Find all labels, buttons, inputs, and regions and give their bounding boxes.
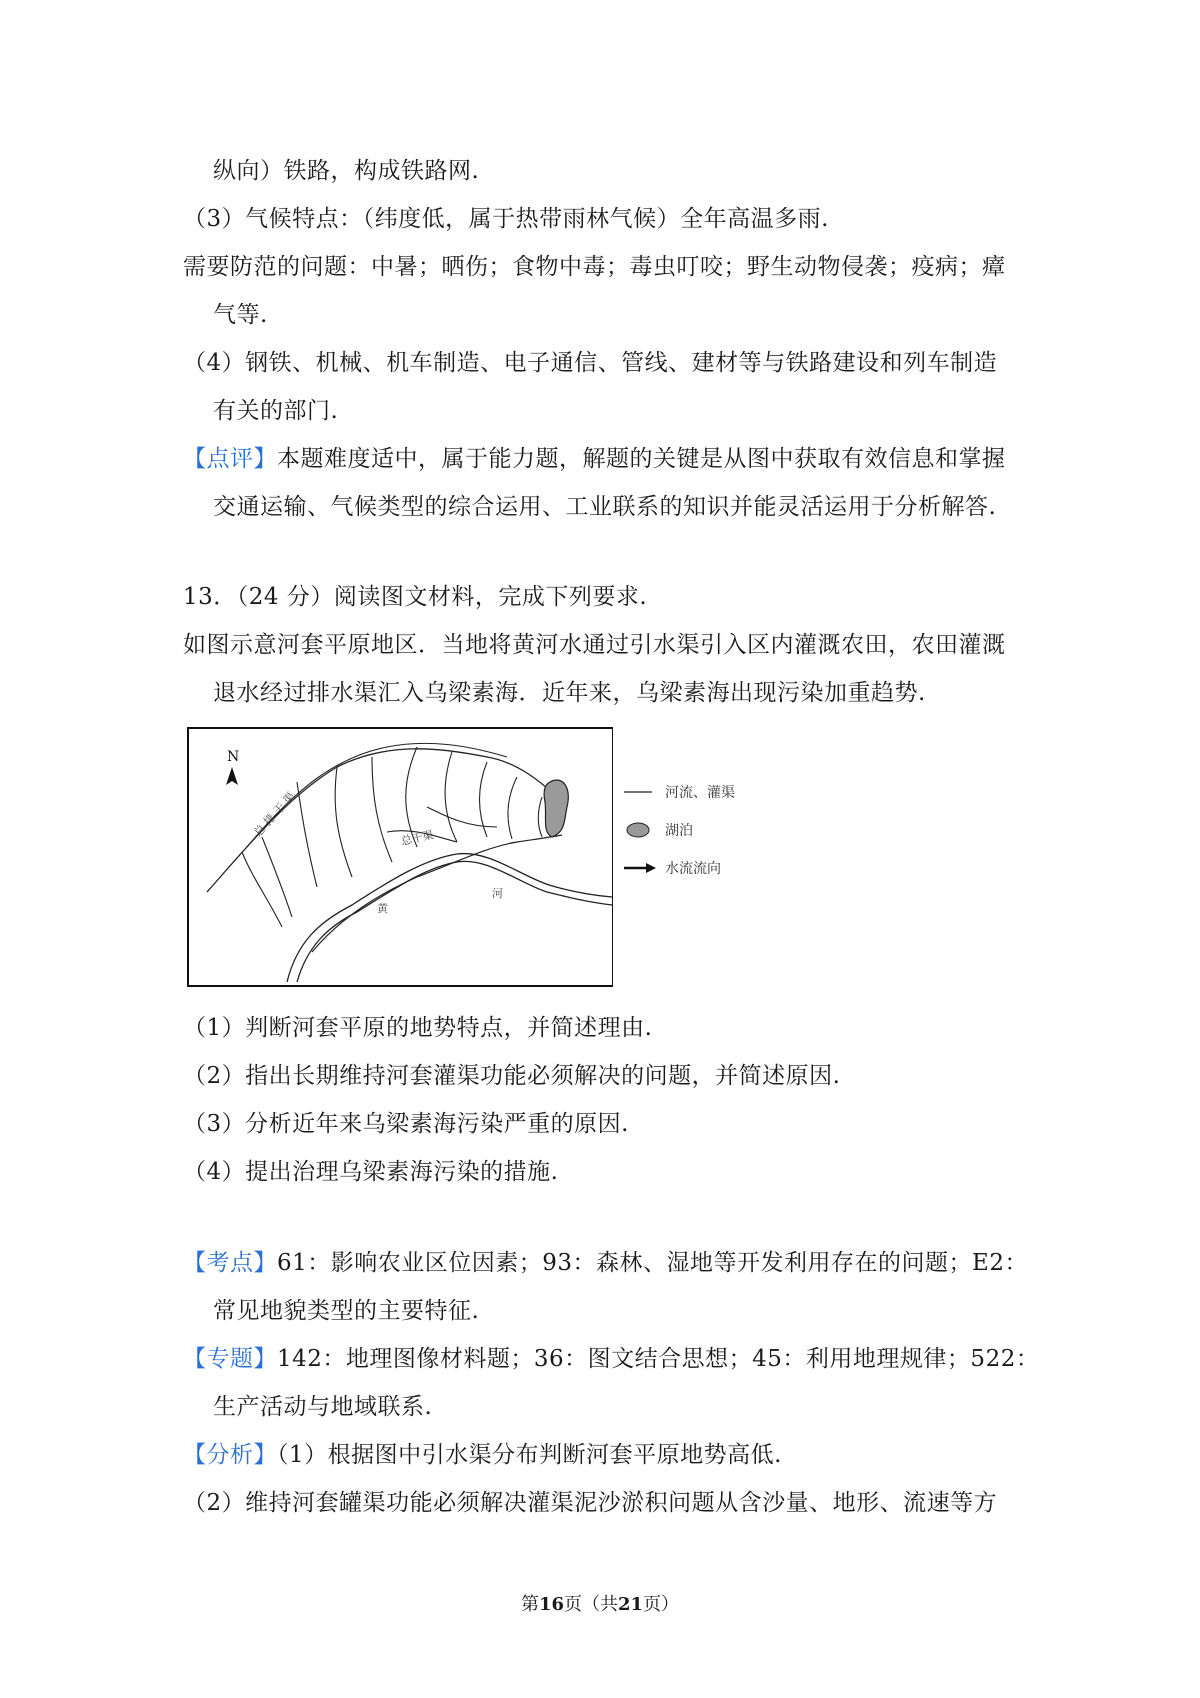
section-tag: 【考点】: [183, 1250, 277, 1276]
line-text: 退水经过排水渠汇入乌梁素海．近年来，乌梁素海出现污染加重趋势.: [213, 680, 926, 706]
text-line-p2: [183, 203, 829, 235]
text-line-p1: [213, 155, 479, 187]
line-text: （1）根据图中引水渠分布判断河套平原地势高低.: [277, 1442, 782, 1468]
text-line-p20: [183, 1439, 782, 1471]
map-frame: [188, 728, 613, 986]
text-line-p11: [213, 677, 926, 709]
label-he: 河: [492, 887, 503, 900]
hetao-plain-map: [187, 727, 613, 987]
text-line-p16: [183, 1247, 1028, 1279]
line-text: （3）气候特点：（纬度低，属于热带雨林气候）全年高温多雨.: [183, 206, 829, 232]
text-line-p3: [183, 251, 1006, 283]
text-line-p18: [183, 1343, 1039, 1375]
text-line-p8: [213, 491, 996, 523]
legend-label-flow: 水流流向: [665, 861, 721, 877]
text-line-p17: [213, 1295, 479, 1327]
section-tag: 【分析】: [183, 1442, 277, 1468]
north-label: N: [227, 749, 240, 765]
text-line-p14: [183, 1108, 629, 1140]
section-tag: 【专题】: [183, 1346, 277, 1372]
total-pages: 21: [618, 1594, 644, 1615]
line-text: 纵向）铁路，构成铁路网.: [213, 158, 480, 184]
legend-lake-icon: [627, 823, 649, 837]
text-line-p4: [213, 299, 268, 331]
line-text: （1）判断河套平原的地势特点，并简述理由.: [183, 1015, 653, 1041]
text-line-p6: [213, 395, 338, 427]
text-line-p21: [183, 1487, 997, 1519]
text-line-p10: [183, 629, 1006, 661]
line-text: （2）指出长期维持河套灌渠功能必须解决的问题，并简述原因.: [183, 1063, 841, 1089]
section-tag: 【点评】: [183, 446, 277, 472]
line-text: （3）分析近年来乌梁素海污染严重的原因.: [183, 1111, 629, 1137]
current-page: 16: [538, 1594, 564, 1615]
line-text: （2）维持河套罐渠功能必须解决灌渠泥沙淤积问题从含沙量、地形、流速等方: [183, 1490, 998, 1516]
text-line-p12: [183, 1012, 652, 1044]
label-main-drainage: 总 排 干 渠: [251, 789, 298, 840]
line-text: 142：地理图像材料题；36：图文结合思想；45：利用地理规律；522：: [277, 1346, 1040, 1372]
page-footer: 第16页（共21页）: [520, 1594, 680, 1615]
text-line-p15: [183, 1156, 558, 1188]
text-line-p13: [183, 1060, 840, 1092]
label-huang: 黄: [377, 902, 388, 915]
line-text: （4）钢铁、机械、机车制造、电子通信、管线、建材等与铁路建设和列车制造: [183, 350, 998, 376]
legend-label-river: 河流、灌渠: [665, 785, 735, 801]
line-text: （4）提出治理乌梁素海污染的措施.: [183, 1159, 559, 1185]
line-text: 有关的部门.: [213, 398, 339, 424]
text-line-p9: [183, 581, 647, 613]
line-text: 气等.: [213, 302, 268, 328]
legend-label-lake: 湖泊: [665, 823, 693, 839]
line-text: 61：影响农业区位因素；93：森林、湿地等开发利用存在的问题；E2：: [277, 1250, 1028, 1276]
text-line-p7: [183, 443, 1006, 475]
label-main-canal: 总干渠: [399, 828, 435, 848]
text-line-p5: [183, 347, 997, 379]
line-text: 交通运输、气候类型的综合运用、工业联系的知识并能灵活运用于分析解答.: [213, 494, 997, 520]
line-text: 13．（24 分）阅读图文材料，完成下列要求.: [183, 584, 648, 610]
text-line-p19: [213, 1391, 432, 1423]
line-text: 生产活动与地域联系.: [213, 1394, 433, 1420]
line-text: 如图示意河套平原地区．当地将黄河水通过引水渠引入区内灌溉农田，农田灌溉: [183, 632, 1006, 658]
line-text: 常见地貌类型的主要特征.: [213, 1298, 480, 1324]
line-text: 需要防范的问题：中暑；晒伤；食物中毒；毒虫叮咬；野生动物侵袭；疫病；瘴: [183, 254, 1006, 280]
line-text: 本题难度适中，属于能力题，解题的关键是从图中获取有效信息和掌握: [277, 446, 1006, 472]
map-legend: [620, 778, 780, 888]
